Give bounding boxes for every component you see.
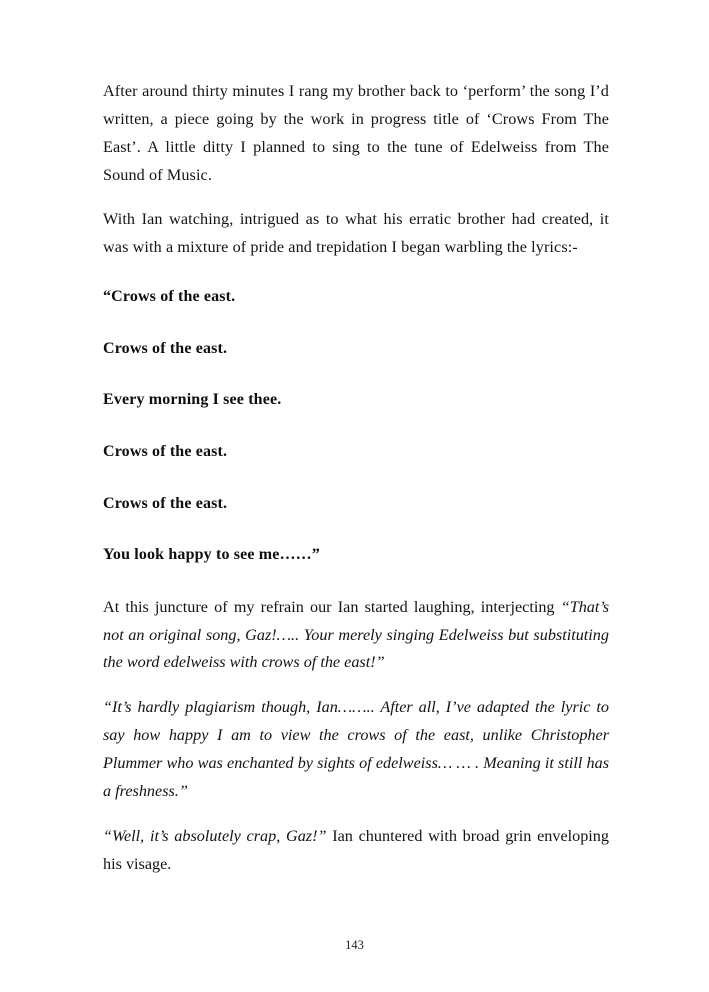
paragraph-1: After around thirty minutes I rang my brother back to ‘perform’ the song I’d written, a piece going by the work in progress title of ‘Crows From The East’. A little ditty I planned to sing to the tune of Edelweiss from The Sound of Music. bbox=[103, 82, 609, 184]
paragraph-3-lead: At this juncture of my refrain our Ian started laughing, interjecting bbox=[103, 597, 561, 616]
paragraph-3-quote: “That’s not an original song, Gaz!….. Your merely singing Edelweiss but substituting the word edelweiss with crows of the east!” bbox=[103, 597, 609, 672]
lyric-line-5: Crows of the east. bbox=[103, 494, 228, 512]
paragraph-5 bbox=[103, 823, 609, 879]
paragraph-3 bbox=[103, 594, 609, 678]
paragraph-5-tail: Ian chuntered with broad grin enveloping his visage. bbox=[103, 826, 609, 873]
paragraph-4-quote: “It’s hardly plagiarism though, Ian…….. After all, I’ve adapted the lyric to say how happy I am to view the crows of the east, unlike Christopher Plummer who was enchanted by sights of edelweiss… … . Meaning it still has a freshness.” bbox=[103, 698, 609, 800]
lyric-line-2: Crows of the east. bbox=[103, 339, 228, 357]
lyric-line-4: Crows of the east. bbox=[103, 442, 228, 460]
page-number: 143 bbox=[345, 938, 364, 952]
lyric-line-3: Every morning I see thee. bbox=[103, 391, 282, 409]
lyric-line-1: “Crows of the east. bbox=[103, 288, 236, 306]
paragraph-5-quote: “Well, it’s absolutely crap, Gaz!” bbox=[103, 826, 327, 845]
lyric-line-6: You look happy to see me……” bbox=[103, 546, 320, 564]
paragraph-2: With Ian watching, intrigued as to what his erratic brother had created, it was with a mixture of pride and trepidation I began warbling the lyrics:- bbox=[103, 210, 609, 257]
